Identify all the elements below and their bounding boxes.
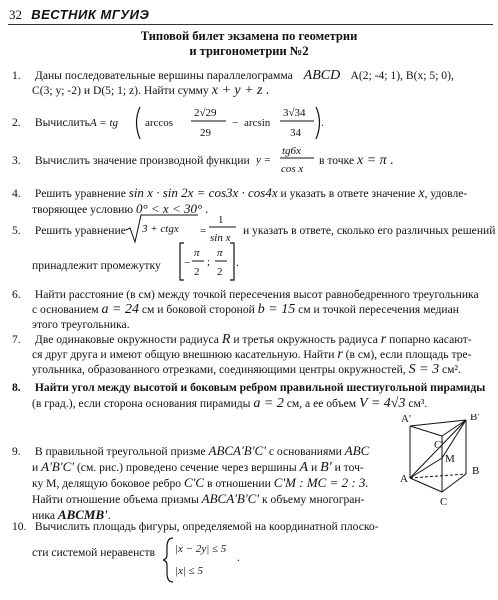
svg-text:34: 34: [290, 127, 301, 139]
svg-text:3 + ctgx: 3 + ctgx: [142, 223, 179, 235]
header-rule: [8, 24, 493, 25]
question-2-tail: .: [321, 116, 324, 129]
svg-text:π: π: [194, 247, 200, 259]
question-7: 7. Две одинаковые окружности радиуса R и третья окружность радиуса r попарно касают-: [12, 332, 472, 347]
svg-text:y =: y =: [256, 154, 272, 166]
svg-text:arcsin: arcsin: [244, 117, 271, 129]
question-2-formula: [90, 101, 320, 143]
svg-text:=: =: [200, 225, 207, 237]
svg-text:3√34: 3√34: [283, 107, 306, 119]
svg-text:−: −: [232, 117, 239, 129]
question-5-line2: принадлежит промежутку: [32, 259, 161, 272]
question-9: 9. В правильной треугольной призме ABCA'B'C' с основаниями ABC: [12, 443, 370, 458]
question-9-line3: ку М, делящую боковое ребро C'C в отношении C'M : MC = 2 : 3.: [32, 475, 369, 490]
question-7-line3: угольника, образованного отрезками, соединяющими центры окружностей, S = 3 см².: [32, 362, 461, 377]
svg-text:2: 2: [194, 266, 200, 278]
question-6-line2: с основанием a = 24 см и боковой стороной b = 15 см и точкой пересечения медиан: [32, 302, 459, 317]
running-header: [9, 7, 149, 23]
question-8: 8. Найти угол между высотой и боковым ребром правильной шестиугольной пирамиды: [12, 381, 486, 394]
svg-text:;: ;: [207, 256, 211, 268]
question-10-tail: .: [237, 551, 240, 564]
svg-text:π: π: [217, 247, 223, 259]
svg-text:2√29: 2√29: [194, 107, 217, 119]
ticket-title-line2: и тригонометрии №2: [189, 44, 309, 58]
label-M: M: [445, 453, 455, 465]
svg-text:|x − 2y| ≤ 5: |x − 2y| ≤ 5: [175, 543, 227, 555]
svg-text:2: 2: [217, 266, 223, 278]
prism-figure: [398, 414, 494, 514]
svg-text:tg6x: tg6x: [282, 145, 301, 157]
question-1-line2: C(3; y; -2) и D(5; 1; z). Найти сумму x + y + z .: [32, 83, 270, 98]
svg-text:29: 29: [200, 127, 211, 139]
label-C: C: [440, 496, 448, 508]
label-A1: A': [401, 414, 411, 425]
label-B: B: [472, 465, 480, 477]
question-4-line2: творяющее условию 0° < x < 30° .: [32, 201, 209, 216]
question-6: 6. Найти расстояние (в см) между точкой пересечения высот равнобедренного треугольника: [12, 288, 479, 301]
svg-text:|x| ≤ 5: |x| ≤ 5: [175, 565, 203, 577]
label-A: A: [400, 473, 408, 485]
question-9-line4: Найти отношение объема призмы ABCA'B'C' к объему многогран-: [32, 491, 365, 506]
question-4: 4. Решить уравнение sin x · sin 2x = cos3x · cos4x и указать в ответе значение x, удовле-: [12, 185, 468, 201]
question-6-line3: этого треугольника.: [32, 318, 130, 331]
question-10-system: [163, 535, 258, 585]
question-9-line5: ника ABCMB'.: [32, 507, 111, 522]
question-9-line2: и A'B'C' (см. рис.) проведено сечение через вершины A и B' и точ-: [32, 459, 364, 475]
question-10-line2: сти системой неравенств: [32, 546, 155, 559]
question-3: 3. Вычислить значение производной функции: [12, 154, 250, 167]
label-C1: C': [434, 439, 444, 451]
question-3-formula: [256, 142, 316, 178]
svg-text:−: −: [184, 257, 191, 269]
question-8-line2: (в град.), если сторона основания пирамиды a = 2 см, а ее объем V = 4√3 см³.: [32, 396, 428, 411]
question-2: 2. Вычислить: [12, 116, 90, 129]
svg-text:.: .: [236, 257, 239, 269]
svg-text:1: 1: [218, 214, 224, 226]
journal-name: ВЕСТНИК МГУИЭ: [31, 7, 150, 22]
question-5-interval: [178, 240, 244, 284]
question-7-line2: ся друг друга и имеют общую внешнюю касательную. Найти r (в см), если площадь тре-: [32, 347, 472, 362]
question-5: 5. Решить уравнение: [12, 224, 126, 237]
svg-text:sin x: sin x: [210, 232, 231, 244]
page-number: 32: [9, 7, 22, 22]
question-3-tail: в точке x = π .: [319, 153, 394, 168]
svg-text:arccos: arccos: [145, 117, 174, 129]
svg-text:A = tg: A = tg: [90, 117, 118, 129]
label-B1: B': [470, 414, 480, 423]
svg-text:cos x: cos x: [281, 163, 304, 175]
question-5-text2: и указать в ответе, сколько его различных решений: [243, 224, 496, 237]
ticket-title-line1: Типовой билет экзамена по геометрии: [140, 29, 358, 43]
question-1: 1. Даны последовательные вершины параллелограмма ABCD A(2; -4; 1), B(x; 5; 0),: [12, 68, 454, 83]
question-10: 10. Вычислить площадь фигуры, определяемой на координатной плоско-: [12, 520, 379, 533]
